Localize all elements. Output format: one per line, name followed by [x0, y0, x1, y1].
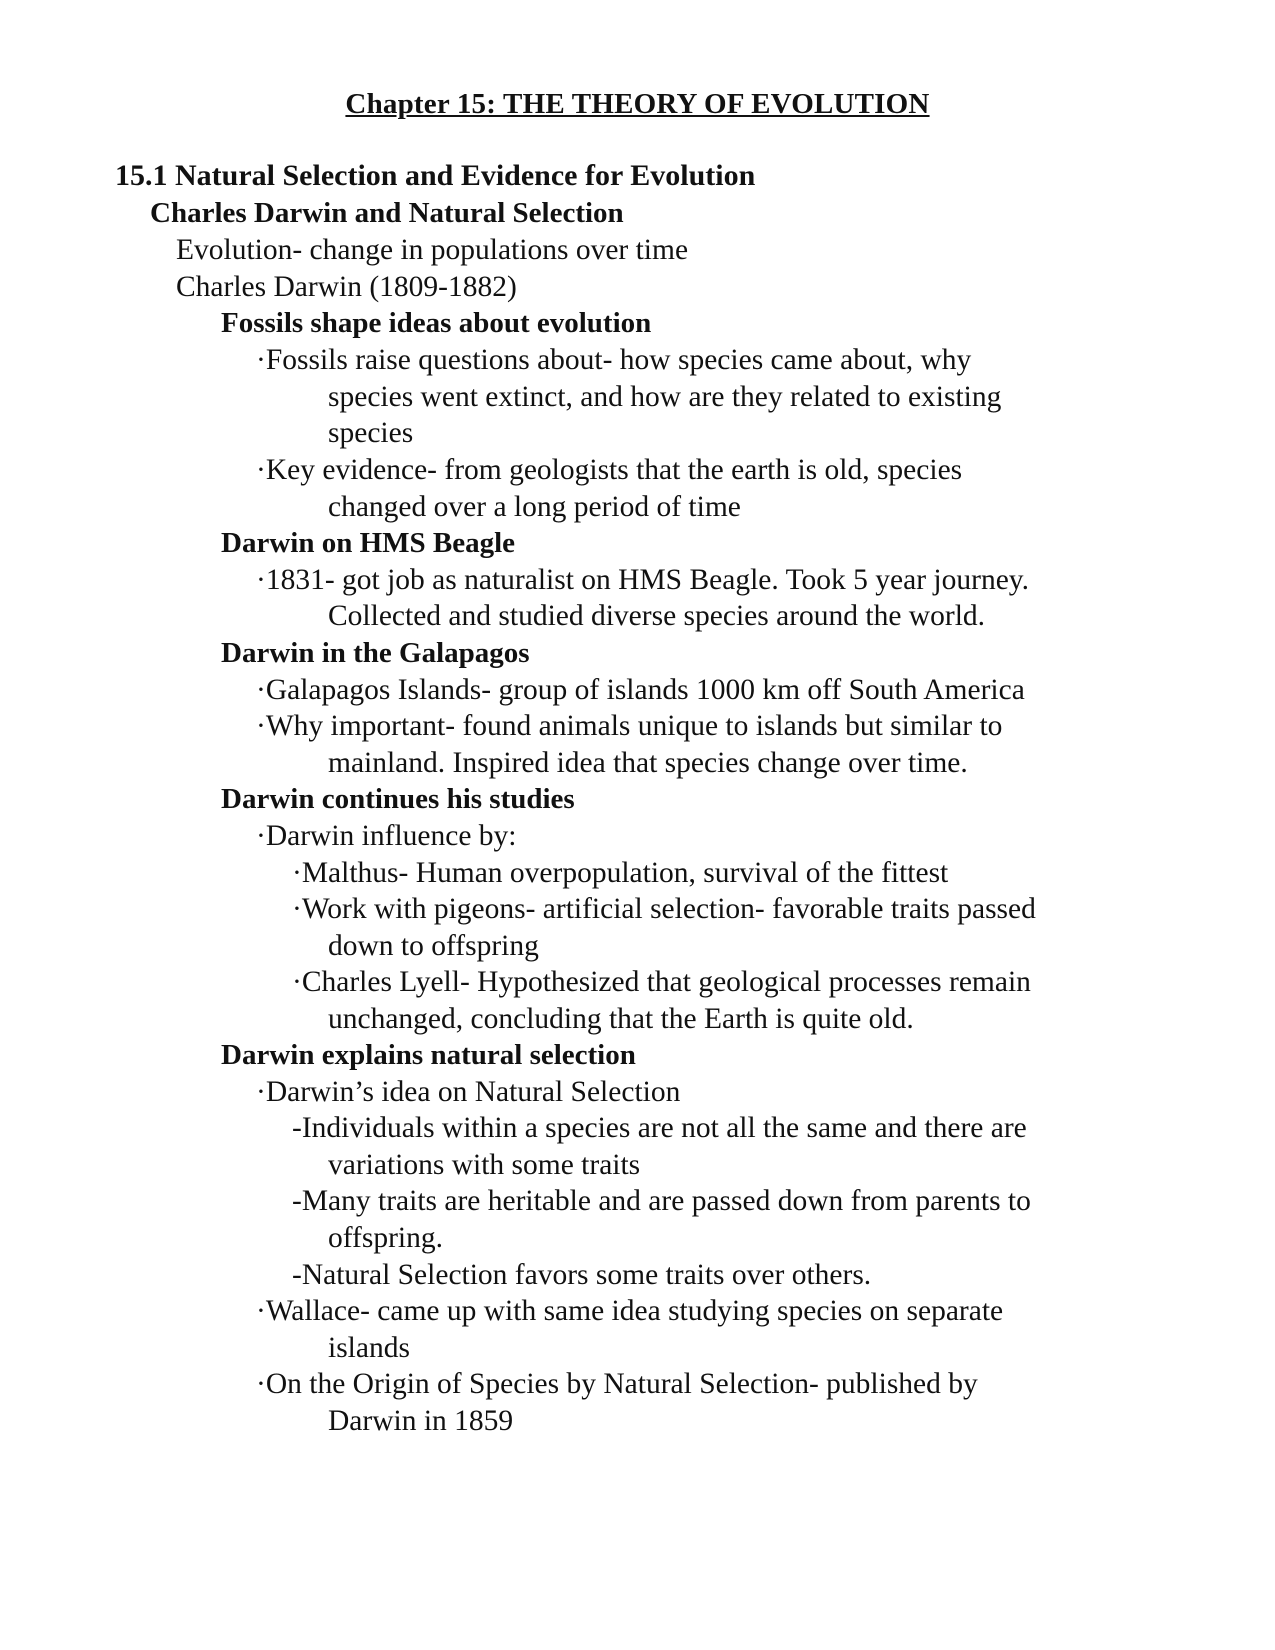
- sub-bullet-line: ·Malthus- Human overpopulation, survival of the fittest: [292, 857, 949, 889]
- bullet-continuation: variations with some traits: [328, 1149, 641, 1181]
- bullet-continuation: species went extinct, and how are they related to existing: [328, 381, 1002, 413]
- sub-bullet-line: ·Charles Lyell- Hypothesized that geological processes remain: [292, 966, 1031, 998]
- topic-heading-beagle: Darwin on HMS Beagle: [221, 527, 516, 559]
- bullet-continuation: unchanged, concluding that the Earth is quite old.: [328, 1003, 914, 1035]
- bullet-continuation: down to offspring: [328, 930, 539, 962]
- bullet-line: ·Darwin’s idea on Natural Selection: [256, 1076, 681, 1108]
- topic-heading-galapagos: Darwin in the Galapagos: [221, 637, 530, 669]
- topic-heading-fossils: Fossils shape ideas about evolution: [221, 307, 652, 339]
- bullet-line: ·Darwin influence by:: [256, 820, 517, 852]
- intro-line: Evolution- change in populations over time: [176, 234, 689, 266]
- dash-item: -Many traits are heritable and are passed down from parents to: [292, 1185, 1031, 1217]
- bullet-line: ·Why important- found animals unique to islands but similar to: [256, 710, 1003, 742]
- bullet-continuation: Collected and studied diverse species around the world.: [328, 600, 986, 632]
- bullet-continuation: Darwin in 1859: [328, 1405, 514, 1437]
- bullet-continuation: mainland. Inspired idea that species change over time.: [328, 747, 968, 779]
- sub-bullet-line: ·Work with pigeons- artificial selection- favorable traits passed: [292, 893, 1036, 925]
- subsection-heading: Charles Darwin and Natural Selection: [150, 197, 624, 229]
- topic-heading-natural-selection: Darwin explains natural selection: [221, 1039, 636, 1071]
- section-heading: 15.1 Natural Selection and Evidence for Evolution: [115, 159, 756, 192]
- bullet-continuation: species: [328, 417, 414, 449]
- bullet-continuation: offspring.: [328, 1222, 443, 1254]
- intro-line: Charles Darwin (1809-1882): [176, 271, 517, 303]
- dash-item: -Individuals within a species are not all the same and there are: [292, 1112, 1027, 1144]
- bullet-line: ·Galapagos Islands- group of islands 1000 km off South America: [256, 674, 1025, 706]
- page-title: Chapter 15: THE THEORY OF EVOLUTION: [345, 88, 930, 120]
- bullet-continuation: islands: [328, 1332, 410, 1364]
- bullet-continuation: changed over a long period of time: [328, 491, 741, 523]
- bullet-line: ·On the Origin of Species by Natural Selection- published by: [256, 1368, 978, 1400]
- dash-item: -Natural Selection favors some traits over others.: [292, 1259, 872, 1291]
- bullet-line: ·Fossils raise questions about- how species came about, why: [256, 344, 972, 376]
- bullet-line: ·Wallace- came up with same idea studying species on separate: [256, 1295, 1004, 1327]
- bullet-line: ·Key evidence- from geologists that the earth is old, species: [256, 454, 963, 486]
- topic-heading-studies: Darwin continues his studies: [221, 783, 575, 815]
- bullet-line: ·1831- got job as naturalist on HMS Beagle. Took 5 year journey.: [256, 564, 1029, 596]
